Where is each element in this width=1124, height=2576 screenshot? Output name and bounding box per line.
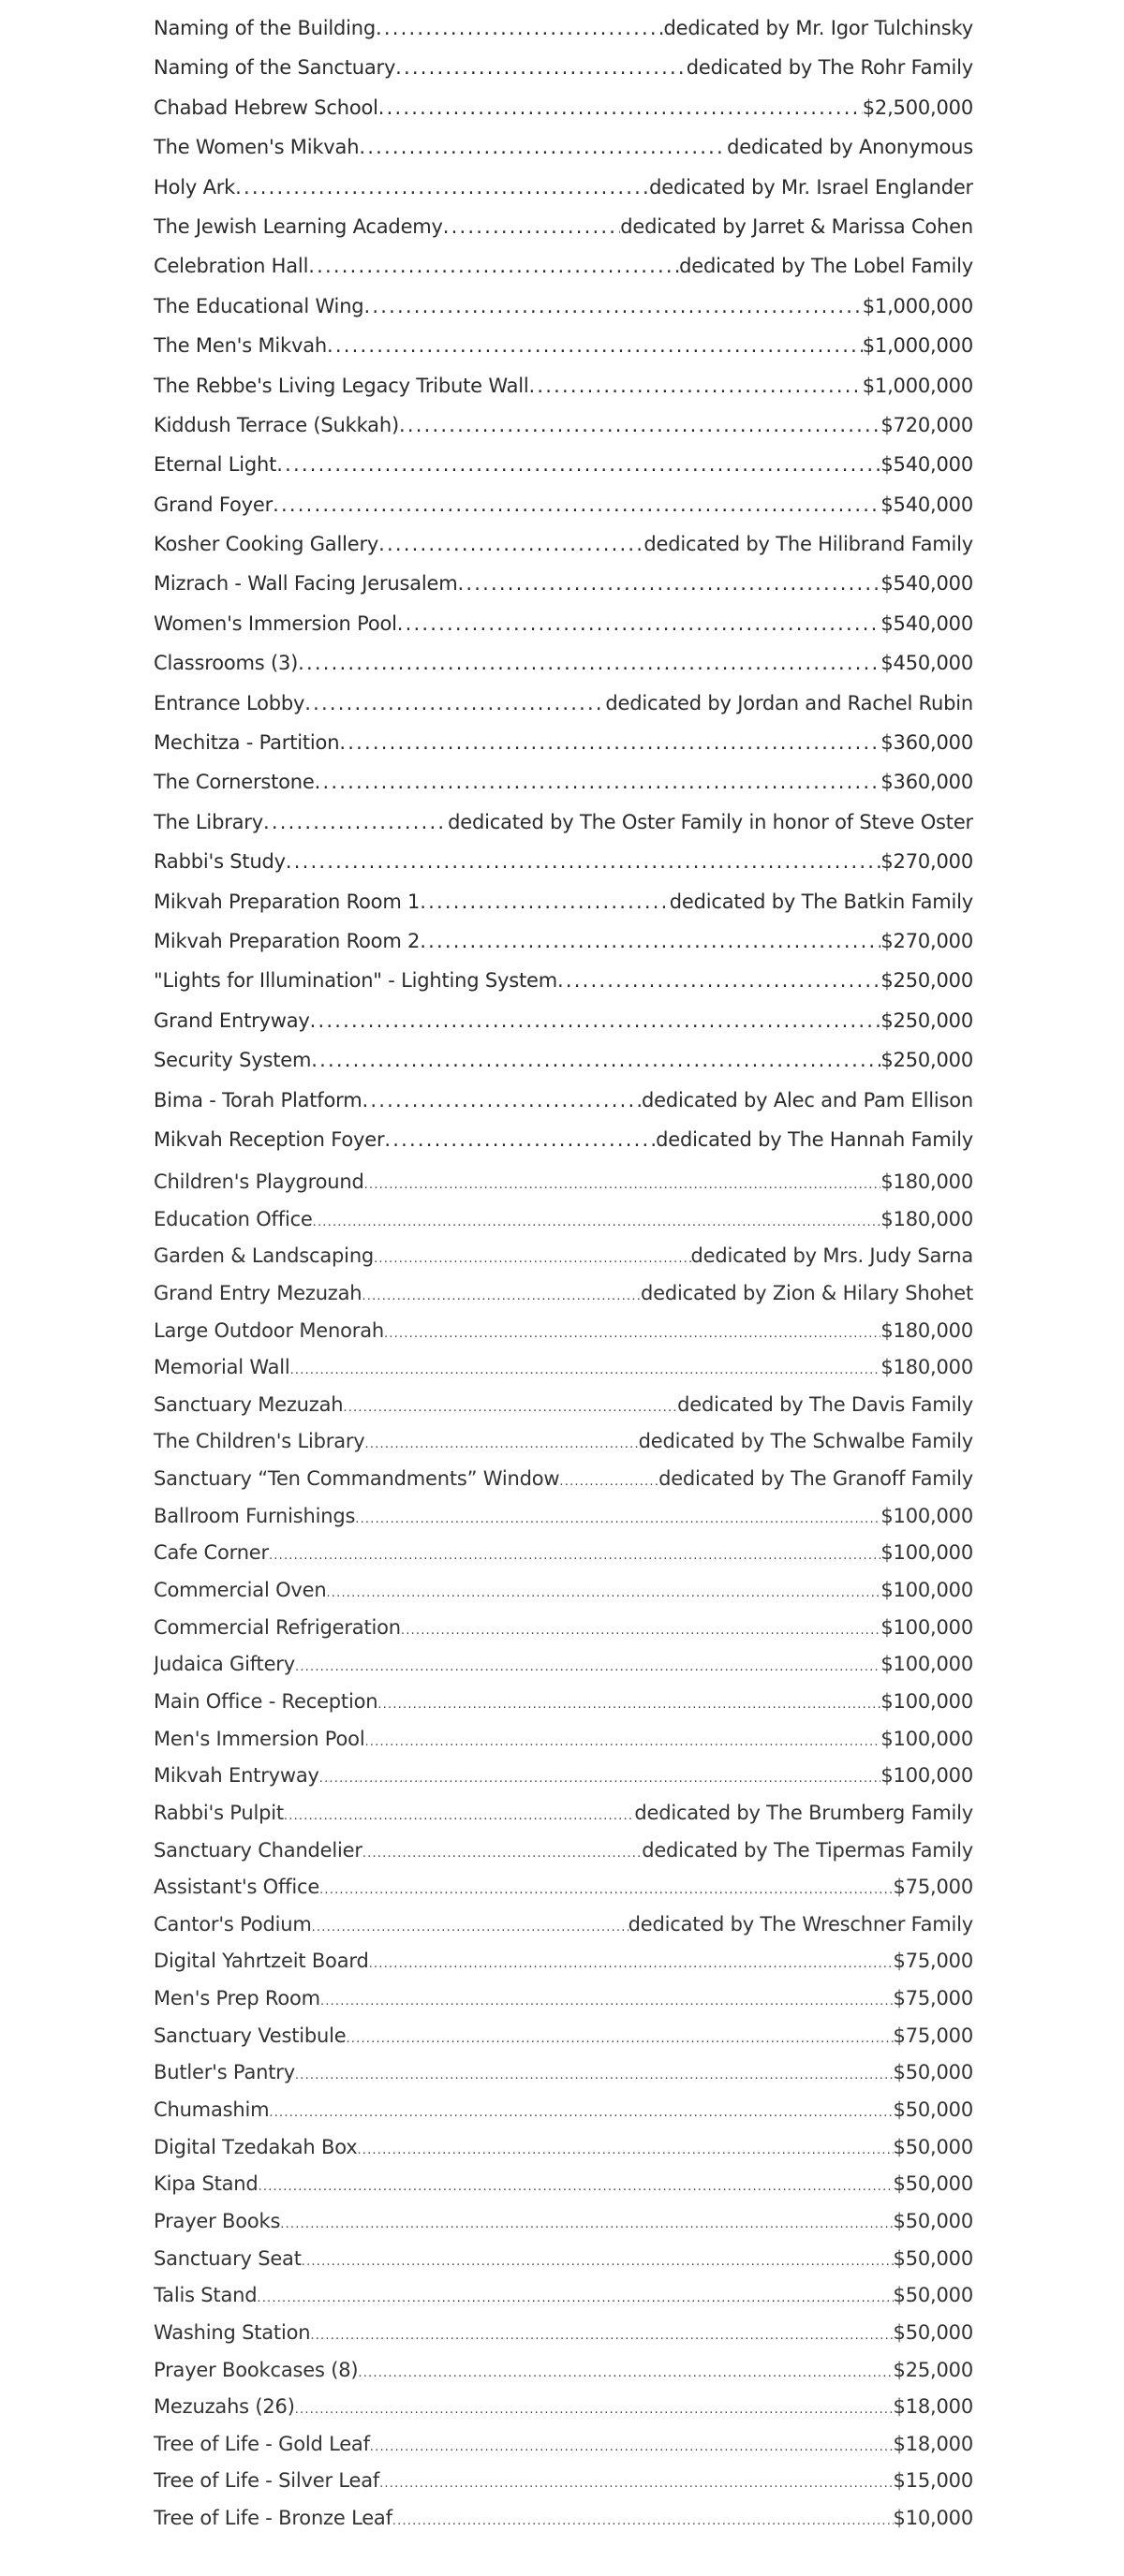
dot-leader [298,652,880,674]
item-name: Garden & Landscaping [154,1244,375,1268]
dot-leader [327,334,863,357]
item-name: Security System [154,1049,312,1072]
item-value: $180,000 [880,1170,973,1193]
dedication-row [154,1839,973,1877]
dot-leader [315,771,881,793]
item-name: Rabbi's Study [154,850,286,874]
dedication-row [154,2433,973,2470]
dot-leader [359,136,727,158]
item-name: Tree of Life - Bronze Leaf [154,2507,392,2530]
item-value: $75,000 [893,1950,973,1973]
item-value: $100,000 [880,1504,973,1527]
dot-leader [310,2321,893,2344]
dot-leader [374,1244,690,1267]
item-value: $100,000 [880,1653,973,1676]
dedication-row [154,2359,973,2396]
dedication-row [154,493,973,533]
dot-leader [269,1541,880,1564]
dot-leader [377,1690,880,1713]
item-value: $360,000 [880,731,973,755]
dot-leader [420,930,880,952]
item-value: $540,000 [880,611,973,635]
item-value: dedicated by Mr. Israel Englander [649,175,973,199]
item-name: Cafe Corner [154,1541,269,1565]
item-value: dedicated by Alec and Pam Ellison [642,1088,973,1111]
dedication-row [154,1170,973,1208]
dot-leader [529,375,863,397]
item-name: Sanctuary Vestibule [154,2024,347,2047]
item-name: The Rebbe's Living Legacy Tribute Wall [154,374,529,397]
dedication-row [154,1319,973,1357]
item-value: $100,000 [880,1615,973,1639]
item-value: $250,000 [880,1008,973,1032]
item-value: $180,000 [880,1207,973,1230]
dot-leader [358,2359,893,2381]
dot-leader [443,215,620,238]
item-name: Commercial Oven [154,1579,327,1602]
item-value: dedicated by The Wreschner Family [628,1912,973,1936]
dedication-row [154,1950,973,1987]
item-value: $360,000 [880,771,973,794]
dot-leader [379,2469,893,2492]
dedication-row [154,771,973,810]
dedication-row [154,255,973,294]
item-value: $18,000 [893,2432,973,2455]
dedication-row [154,811,973,850]
dot-leader [280,2210,893,2232]
dedication-row [154,1541,973,1579]
dot-leader [320,1987,894,2009]
dot-leader [392,2507,894,2529]
item-value: $50,000 [893,2246,973,2270]
item-value: $720,000 [880,413,973,436]
dot-leader [370,2433,894,2455]
item-name: Mezuzahs (26) [154,2395,295,2419]
dedication-row [154,2284,973,2321]
dedication-row [154,2507,973,2544]
dot-leader [346,2024,893,2047]
dedication-row [154,375,973,414]
item-name: Mizrach - Wall Facing Jerusalem [154,572,458,596]
item-name: Sanctuary “Ten Commandments” Window [154,1467,560,1491]
item-value: $50,000 [893,2172,973,2196]
dedication-row [154,2098,973,2136]
dot-leader [362,1089,642,1111]
item-value: $100,000 [880,1541,973,1565]
dot-leader [363,295,862,317]
item-name: Ballroom Furnishings [154,1504,356,1527]
item-name: Prayer Bookcases (8) [154,2358,359,2381]
dedication-row [154,2061,973,2098]
item-value: $540,000 [880,453,973,477]
dedication-row [154,1009,973,1049]
dot-leader [295,2395,894,2418]
dedication-row [154,1579,973,1616]
dedication-row [154,1728,973,1765]
item-value: dedicated by The Tipermas Family [642,1838,973,1862]
item-name: Sanctuary Chandelier [154,1838,362,1862]
dot-leader [295,1653,880,1675]
item-value: $450,000 [880,652,973,675]
item-value: $100,000 [880,1727,973,1750]
item-name: Grand Entry Mezuzah [154,1281,362,1304]
dot-leader [401,1616,881,1639]
item-name: Grand Entryway [154,1008,310,1032]
item-value: dedicated by The Granoff Family [658,1467,973,1491]
dedication-row [154,1690,973,1728]
dedication-row [154,1802,973,1839]
item-value: $10,000 [893,2507,973,2530]
dot-leader [369,1950,894,1972]
dedication-row [154,136,973,175]
dot-leader [295,2061,894,2083]
dot-leader [420,891,670,913]
item-value: $18,000 [893,2395,973,2419]
dot-leader [311,1049,880,1071]
dedication-row [154,334,973,374]
item-value: dedicated by Mrs. Judy Sarna [690,1244,973,1268]
dedication-list-secondary [154,1170,973,2544]
dedication-row [154,1282,973,1319]
item-value: dedicated by The Schwalbe Family [638,1430,973,1453]
dot-leader [235,176,649,199]
item-name: Classrooms (3) [154,652,299,675]
dedication-row [154,96,973,136]
dedication-row [154,453,973,493]
item-name: Mikvah Preparation Room 2 [154,929,421,952]
item-value: $25,000 [893,2358,973,2381]
dot-leader [362,1839,642,1862]
item-value: dedicated by Zion & Hilary Shohet [641,1281,973,1304]
dedication-row [154,1244,973,1282]
item-name: Mechitza - Partition [154,731,340,755]
item-value: dedicated by The Oster Family in honor of Steve Oster [448,810,973,833]
dedication-row [154,2321,973,2359]
item-value: $75,000 [893,1987,973,2010]
item-name: The Men's Mikvah [154,334,327,358]
item-value: $50,000 [893,2135,973,2158]
item-name: Commercial Refrigeration [154,1615,401,1639]
item-value: dedicated by The Hilibrand Family [643,533,973,556]
dot-leader [286,850,880,873]
dedication-row [154,17,973,56]
dedication-row [154,572,973,611]
item-value: $250,000 [880,1049,973,1072]
dedication-row [154,1089,973,1128]
dedication-row [154,1128,973,1168]
dot-leader [395,56,687,79]
item-name: Sanctuary Mezuzah [154,1392,344,1416]
dot-leader [310,1009,881,1032]
dot-leader [263,811,448,833]
item-value: $270,000 [880,929,973,952]
dot-leader [269,2098,893,2121]
dedication-row [154,1356,973,1393]
item-name: Digital Tzedakah Box [154,2135,358,2158]
dedication-row [154,1764,973,1802]
item-name: Holy Ark [154,175,236,199]
item-value: dedicated by The Brumberg Family [634,1801,973,1824]
item-value: $540,000 [880,572,973,596]
item-name: Naming of the Building [154,17,377,39]
item-name: Large Outdoor Menorah [154,1318,384,1342]
item-name: Talis Stand [154,2284,258,2307]
dot-leader [557,969,880,992]
dedication-row [154,2210,973,2247]
dot-leader [364,1170,881,1193]
item-value: $100,000 [880,1764,973,1788]
item-value: $50,000 [893,2209,973,2232]
dot-leader [273,493,880,516]
dot-leader [384,1319,880,1342]
dedication-row [154,2395,973,2433]
item-value: $1,000,000 [862,334,973,358]
item-name: Children's Playground [154,1170,364,1193]
dedication-row [154,2469,973,2507]
item-value: $270,000 [880,850,973,874]
item-name: Tree of Life - Gold Leaf [154,2432,370,2455]
dedication-row [154,652,973,691]
dot-leader [339,731,880,754]
item-value: $1,000,000 [862,374,973,397]
item-value: $15,000 [893,2469,973,2493]
dot-leader [384,1128,656,1151]
item-name: The Jewish Learning Academy [154,214,443,238]
item-value: $1,000,000 [862,294,973,317]
dot-leader [257,2284,893,2306]
item-value: $180,000 [880,1356,973,1379]
item-name: Celebration Hall [154,255,309,278]
item-name: "Lights for Illumination" - Lighting System [154,969,557,993]
item-name: Mikvah Entryway [154,1764,319,1788]
dedication-row [154,2247,973,2285]
item-value: $100,000 [880,1579,973,1602]
dot-leader [284,1802,634,1824]
dot-leader [259,2172,894,2195]
item-name: Memorial Wall [154,1356,290,1379]
item-value: dedicated by Anonymous [727,136,973,159]
dedication-row [154,969,973,1008]
dot-leader [559,1467,658,1490]
dot-leader [357,2136,893,2158]
item-value: dedicated by The Hannah Family [656,1127,973,1151]
item-name: The Library [154,810,263,833]
item-name: Kiddush Terrace (Sukkah) [154,413,399,436]
dedication-row [154,1393,973,1431]
item-name: The Cornerstone [154,771,315,794]
dedication-row [154,930,973,969]
item-value: dedicated by Mr. Igor Tulchinsky [663,17,973,39]
item-value: $180,000 [880,1318,973,1342]
item-name: Entrance Lobby [154,691,305,714]
dedication-row [154,2136,973,2173]
item-name: Cantor's Podium [154,1912,312,1936]
item-value: dedicated by The Lobel Family [679,255,973,278]
dot-leader [364,1728,880,1750]
dot-leader [319,1876,893,1898]
dedication-row [154,1876,973,1913]
item-value: $100,000 [880,1689,973,1713]
item-name: Washing Station [154,2320,311,2344]
item-name: Eternal Light [154,453,277,477]
dedication-row [154,612,973,652]
item-value: dedicated by The Rohr Family [686,56,973,80]
item-value: $50,000 [893,2098,973,2122]
item-name: Main Office - Reception [154,1689,378,1713]
dot-leader [304,692,605,714]
dedication-row [154,2172,973,2210]
dedication-row [154,176,973,215]
item-name: Bima - Torah Platform [154,1088,362,1111]
item-value: $50,000 [893,2284,973,2307]
dot-leader [290,1356,881,1378]
item-name: Sanctuary Seat [154,2246,302,2270]
dot-leader [458,572,881,595]
item-name: Grand Foyer [154,493,274,516]
dot-leader [399,414,880,436]
item-value: dedicated by The Batkin Family [669,890,973,913]
item-value: $2,500,000 [862,96,973,119]
dot-leader [362,1282,641,1304]
item-name: Digital Yahrtzeit Board [154,1950,369,1973]
item-name: Men's Immersion Pool [154,1727,365,1750]
item-name: Women's Immersion Pool [154,611,397,635]
dedication-row [154,1505,973,1542]
dedication-row [154,1467,973,1505]
item-name: Butler's Pantry [154,2061,295,2084]
item-name: Kipa Stand [154,2172,259,2196]
dedication-row [154,731,973,771]
item-name: Naming of the Sanctuary [154,56,396,80]
dot-leader [378,96,863,119]
item-value: dedicated by Jarret & Marissa Cohen [620,214,973,238]
item-name: Judaica Giftery [154,1653,295,1676]
dot-leader [312,1913,629,1936]
dedication-row [154,533,973,572]
dot-leader [313,1208,881,1230]
dedication-row [154,692,973,731]
item-name: Rabbi's Pulpit [154,1801,284,1824]
dedication-row [154,1987,973,2024]
item-name: Mikvah Reception Foyer [154,1127,385,1151]
item-name: Kosher Cooking Gallery [154,533,379,556]
item-value: $50,000 [893,2320,973,2344]
item-name: Education Office [154,1207,313,1230]
dedication-list-primary [154,17,973,1168]
item-name: Tree of Life - Silver Leaf [154,2469,380,2493]
item-name: Assistant's Office [154,1876,320,1899]
dedication-row [154,295,973,334]
dedication-row [154,850,973,890]
item-name: Prayer Books [154,2209,281,2232]
dedication-row [154,891,973,930]
dot-leader [365,1430,639,1452]
dot-leader [376,17,664,39]
dedication-row [154,56,973,96]
dedication-row [154,1208,973,1245]
dot-leader [276,453,880,476]
dedication-row [154,1049,973,1088]
item-value: $75,000 [893,1876,973,1899]
item-name: Mikvah Preparation Room 1 [154,890,421,913]
item-value: $540,000 [880,493,973,516]
item-value: dedicated by Jordan and Rachel Rubin [605,691,973,714]
item-value: $50,000 [893,2061,973,2084]
dedication-row [154,1653,973,1690]
item-name: The Women's Mikvah [154,136,360,159]
dedication-row [154,2024,973,2062]
dot-leader [319,1764,881,1787]
dedication-row [154,215,973,255]
dedication-row [154,1913,973,1950]
dot-leader [302,2247,894,2270]
item-value: $250,000 [880,969,973,993]
dot-leader [343,1393,677,1416]
item-name: Chabad Hebrew School [154,96,378,119]
dedication-row [154,414,973,453]
item-name: The Children's Library [154,1430,365,1453]
dedication-row [154,1616,973,1654]
item-name: The Educational Wing [154,294,364,317]
dot-leader [355,1505,880,1527]
item-value: dedicated by The Davis Family [677,1392,973,1416]
dot-leader [308,255,679,277]
dedication-row [154,1430,973,1467]
item-name: Men's Prep Room [154,1987,320,2010]
dot-leader [326,1579,880,1601]
dot-leader [378,533,643,555]
dot-leader [397,612,881,635]
item-name: Chumashim [154,2098,270,2122]
item-value: $75,000 [893,2024,973,2047]
